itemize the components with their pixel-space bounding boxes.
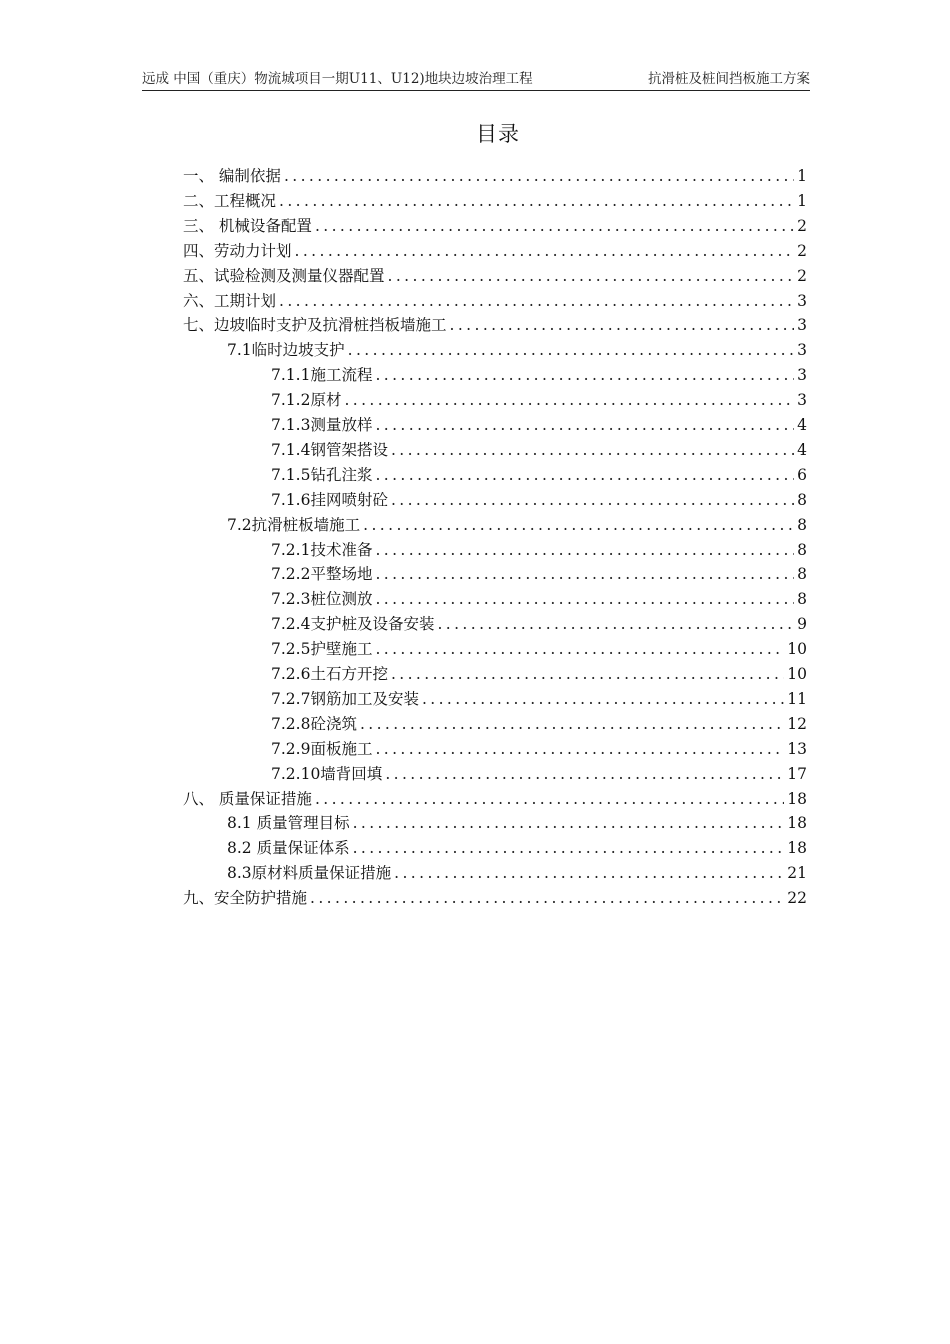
toc-entry-page-number: 3 — [797, 341, 807, 360]
toc-entry[interactable] — [227, 338, 807, 363]
toc-entry-page-number: 8 — [797, 490, 807, 509]
toc-title: 目录 — [476, 122, 520, 146]
toc-entry[interactable] — [183, 264, 807, 289]
toc-entry-label: 8.1 质量管理目标 — [227, 814, 350, 833]
toc-entry-label: 四、劳动力计划 — [183, 241, 292, 260]
toc-entry-page-number: 2 — [797, 266, 807, 285]
toc-entry[interactable] — [271, 562, 807, 587]
toc-entry[interactable] — [271, 637, 807, 662]
toc-entry-label: 7.1临时边坡支护 — [227, 341, 345, 360]
toc-dot-leader — [279, 289, 794, 314]
toc-dot-leader — [391, 438, 794, 463]
toc-entry-label: 八、 质量保证措施 — [183, 789, 312, 808]
toc-entry-page-number: 6 — [797, 465, 807, 484]
toc-dot-leader — [353, 811, 785, 836]
toc-entry-page-number: 3 — [797, 391, 807, 410]
toc-entry-page-number: 3 — [797, 291, 807, 310]
toc-entry-label: 7.2.7钢筋加工及安装 — [271, 689, 419, 708]
toc-entry-page-number: 18 — [787, 814, 807, 833]
toc-entry-page-number: 2 — [797, 216, 807, 235]
toc-dot-leader — [437, 612, 794, 637]
toc-entry-page-number: 18 — [787, 839, 807, 858]
toc-entry-page-number: 1 — [797, 191, 807, 210]
toc-dot-leader — [353, 836, 785, 861]
toc-entry-label: 7.2.1技术准备 — [271, 540, 373, 559]
toc-entry-label: 7.2.9面板施工 — [271, 739, 373, 758]
toc-dot-leader — [375, 737, 784, 762]
toc-entry-page-number: 4 — [797, 440, 807, 459]
toc-entry-page-number: 13 — [787, 739, 807, 758]
toc-entry-page-number: 12 — [787, 714, 807, 733]
toc-entry[interactable] — [271, 712, 807, 737]
toc-entry[interactable] — [183, 313, 807, 338]
header-project-name: 远成 中国（重庆）物流城项目一期U11、U12)地块边坡治理工程 — [142, 71, 533, 87]
toc-entry-label: 六、工期计划 — [183, 291, 277, 310]
toc-entry-page-number: 17 — [787, 764, 807, 783]
toc-dot-leader — [284, 164, 794, 189]
toc-entry[interactable] — [183, 787, 807, 812]
toc-entry-page-number: 18 — [787, 789, 807, 808]
toc-entry-label: 7.2.10墙背回填 — [271, 764, 383, 783]
toc-dot-leader — [375, 637, 784, 662]
toc-entry[interactable] — [227, 513, 807, 538]
toc-entry-label: 二、工程概况 — [183, 191, 277, 210]
toc-entry[interactable] — [271, 388, 807, 413]
toc-dot-leader — [363, 513, 794, 538]
header-document-name: 抗滑桩及桩间挡板施工方案 — [648, 71, 810, 87]
toc-dot-leader — [391, 662, 784, 687]
toc-dot-leader — [375, 363, 794, 388]
toc-entry-label: 7.1.6挂网喷射砼 — [271, 490, 388, 509]
toc-dot-leader — [295, 239, 795, 264]
toc-entry-page-number: 10 — [787, 640, 807, 659]
toc-entry-page-number: 4 — [797, 416, 807, 434]
toc-entry-label: 7.2.8砼浇筑 — [271, 714, 357, 733]
toc-entry-label: 7.2.4支护桩及设备安装 — [271, 615, 435, 634]
toc-entry-page-number: 8 — [797, 590, 807, 609]
toc-dot-leader — [385, 762, 784, 787]
toc-entry-label: 7.1.4钢管架搭设 — [271, 440, 388, 459]
toc-entry-page-number: 8 — [797, 565, 807, 584]
toc-entry[interactable] — [183, 289, 807, 314]
toc-entry-label: 7.2抗滑桩板墙施工 — [227, 515, 361, 534]
toc-entry-label: 七、边坡临时支护及抗滑桩挡板墙施工 — [183, 316, 447, 335]
page-header — [142, 70, 810, 91]
toc-dot-leader — [375, 562, 794, 587]
toc-dot-leader — [388, 264, 795, 289]
toc-entry-page-number: 3 — [797, 366, 807, 385]
toc-entry-label: 7.2.5护壁施工 — [271, 640, 373, 659]
toc-dot-leader — [422, 687, 784, 712]
toc-dot-leader — [348, 338, 794, 363]
toc-entry[interactable] — [271, 612, 807, 637]
toc-entry[interactable] — [227, 836, 807, 861]
toc-entry[interactable] — [271, 687, 807, 712]
toc-entry[interactable] — [271, 363, 807, 388]
toc-entry-page-number: 1 — [797, 167, 807, 185]
toc-entry[interactable] — [271, 488, 807, 513]
toc-entry-label: 九、安全防护措施 — [183, 889, 308, 908]
toc-dot-leader — [360, 712, 784, 737]
toc-entry-label: 7.2.3桩位测放 — [271, 590, 373, 609]
toc-entry-page-number: 10 — [787, 665, 807, 683]
toc-entry[interactable] — [271, 662, 807, 687]
toc-entry-page-number: 2 — [797, 241, 807, 260]
toc-dot-leader — [315, 214, 794, 239]
toc-dot-leader — [344, 388, 794, 413]
toc-entry-label: 8.3原材料质量保证措施 — [227, 864, 392, 883]
toc-entry[interactable] — [183, 239, 807, 264]
toc-dot-leader — [394, 861, 784, 886]
toc-entry[interactable] — [183, 214, 807, 239]
toc-entry-page-number: 8 — [797, 515, 807, 534]
toc-dot-leader — [375, 463, 794, 488]
toc-entry-label: 五、试验检测及测量仪器配置 — [183, 266, 385, 285]
toc-entry[interactable] — [271, 762, 807, 787]
toc-dot-leader — [450, 313, 795, 338]
toc-dot-leader — [279, 189, 794, 214]
toc-entry-page-number: 3 — [797, 316, 807, 335]
toc-dot-leader — [375, 413, 794, 438]
toc-entry-page-number: 21 — [787, 864, 807, 883]
toc-entry[interactable] — [271, 438, 807, 463]
toc-dot-leader — [310, 886, 784, 911]
toc-entry-label: 7.1.3测量放样 — [271, 416, 373, 434]
toc-entry[interactable] — [271, 463, 807, 488]
toc-dot-leader — [315, 787, 784, 812]
toc-entry[interactable] — [271, 413, 807, 438]
toc-entry[interactable] — [227, 811, 807, 836]
toc-entry-label: 7.1.2原材 — [271, 391, 342, 410]
toc-entry-page-number: 22 — [787, 889, 807, 908]
toc-entry[interactable] — [271, 587, 807, 612]
toc-entry[interactable] — [183, 886, 807, 911]
toc-entry-label: 7.2.2平整场地 — [271, 565, 373, 584]
toc-entry-label: 8.2 质量保证体系 — [227, 839, 350, 858]
toc-entry-label: 7.2.6土石方开挖 — [271, 665, 388, 683]
toc-entry[interactable] — [183, 189, 807, 214]
toc-entry[interactable] — [183, 164, 807, 189]
toc-entry-page-number: 11 — [787, 689, 807, 708]
toc-entry-label: 三、 机械设备配置 — [183, 216, 312, 235]
toc-entry[interactable] — [271, 737, 807, 762]
toc-dot-leader — [391, 488, 794, 513]
toc-entry[interactable] — [271, 538, 807, 563]
toc-entry-label: 7.1.5钻孔注浆 — [271, 465, 373, 484]
toc-entry[interactable] — [227, 861, 807, 886]
toc-dot-leader — [375, 587, 794, 612]
toc-entry-label: 7.1.1施工流程 — [271, 366, 373, 385]
toc-entry-page-number: 8 — [797, 540, 807, 559]
toc-dot-leader — [375, 538, 794, 563]
toc-entry-label: 一、 编制依据 — [183, 167, 281, 185]
toc-entry-page-number: 9 — [797, 615, 807, 634]
